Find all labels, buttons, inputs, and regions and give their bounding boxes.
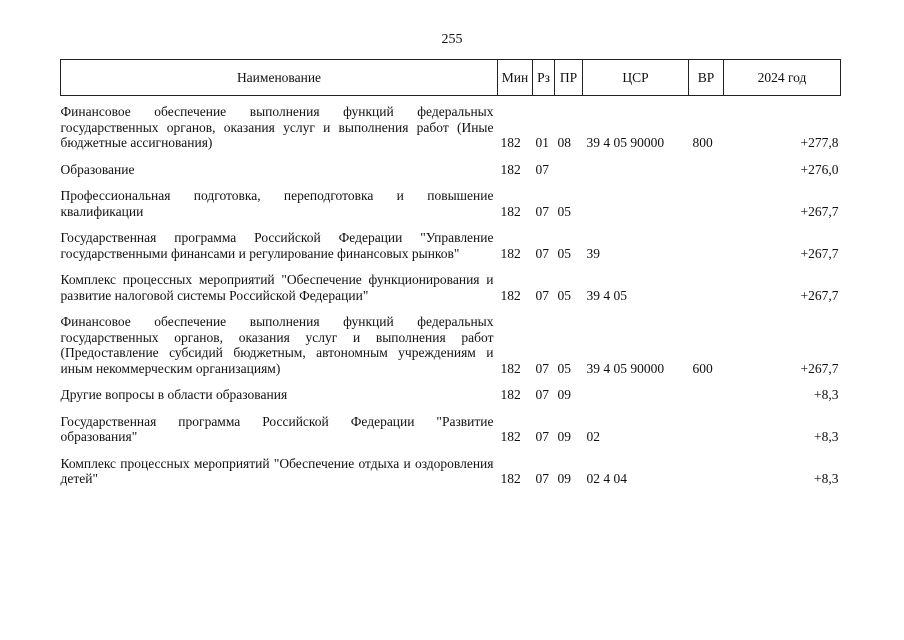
row-name: Финансовое обеспечение выполнения функций федеральных государственных органов, оказания услуг и выполнения работ (Иные бюджетные ассигнования)	[60, 104, 494, 150]
row-pr: 05	[557, 287, 571, 303]
row-rz: 07	[535, 161, 549, 177]
row-rz: 07	[535, 471, 549, 486]
row-amount: +277,8	[800, 135, 839, 150]
row-pr: 09	[557, 429, 571, 444]
table-row	[61, 230, 841, 272]
row-amount: +8,3	[814, 387, 839, 402]
row-csr: 39 4 05	[586, 287, 627, 303]
row-vr	[689, 414, 724, 456]
row-pr: 05	[557, 245, 571, 261]
row-vr	[689, 456, 724, 498]
row-amount: +267,7	[800, 203, 839, 219]
row-rz: 01	[535, 135, 549, 150]
header-vr: ВР	[689, 60, 724, 96]
row-min: 182	[500, 387, 521, 402]
row-name: Другие вопросы в области образования	[60, 387, 288, 402]
table-row	[61, 314, 841, 387]
row-min: 182	[500, 203, 521, 219]
row-min: 182	[500, 245, 521, 261]
row-vr	[689, 162, 724, 189]
row-min: 182	[500, 429, 521, 444]
row-amount: +267,7	[800, 245, 839, 261]
table-row	[61, 162, 841, 189]
row-min: 182	[500, 360, 521, 376]
row-pr	[555, 162, 583, 189]
row-name: Комплекс процессных мероприятий "Обеспечение функционирования и развитие налоговой системы Российской Федерации"	[60, 272, 494, 303]
row-min: 182	[500, 161, 521, 177]
header-csr: ЦСР	[583, 60, 689, 96]
row-name: Комплекс процессных мероприятий "Обеспечение отдыха и оздоровления детей"	[60, 455, 494, 486]
row-amount: +8,3	[814, 429, 839, 444]
row-vr: 600	[692, 360, 713, 376]
row-csr	[583, 162, 689, 189]
row-name: Профессиональная подготовка, переподготовка и повышение квалификации	[60, 188, 494, 219]
row-rz: 07	[535, 203, 549, 219]
row-pr: 09	[557, 471, 571, 486]
row-rz: 07	[535, 387, 549, 402]
row-vr	[689, 387, 724, 414]
row-name: Государственная программа Российской Федерации "Развитие образования"	[60, 413, 494, 444]
row-csr: 39	[586, 245, 600, 261]
row-min: 182	[500, 471, 521, 486]
row-name: Финансовое обеспечение выполнения функций федеральных государственных органов, оказания услуг и выполнения работ (Предоставление субсидий бюджетным, автономным учреждениям и иным некоммерческим организациям)	[60, 314, 494, 376]
table-row	[61, 456, 841, 498]
row-vr: 800	[692, 135, 713, 150]
row-pr: 05	[557, 203, 571, 219]
table-row	[61, 104, 841, 162]
row-csr: 39 4 05 90000	[586, 135, 665, 150]
header-min: Мин	[498, 60, 533, 96]
row-amount: +267,7	[800, 360, 839, 376]
row-vr	[689, 272, 724, 314]
row-rz: 07	[535, 245, 549, 261]
table-header-row	[61, 60, 841, 96]
table-row	[61, 387, 841, 414]
row-name: Образование	[60, 161, 135, 177]
row-csr	[583, 387, 689, 414]
row-pr: 08	[557, 135, 571, 150]
row-name: Государственная программа Российской Федерации "Управление государственными финансами и регулирование финансовых рынков"	[60, 230, 494, 261]
row-csr: 02 4 04	[586, 471, 627, 486]
row-csr: 02	[586, 429, 600, 444]
row-vr	[689, 230, 724, 272]
row-csr: 39 4 05 90000	[586, 360, 665, 376]
row-amount: +8,3	[814, 471, 839, 486]
row-csr	[583, 188, 689, 230]
row-min: 182	[500, 287, 521, 303]
page-number: 255	[441, 32, 463, 47]
header-name: Наименование	[61, 60, 498, 96]
table-row	[61, 272, 841, 314]
header-amount: 2024 год	[724, 60, 841, 96]
row-min: 182	[500, 135, 521, 150]
row-vr	[689, 188, 724, 230]
table-row	[61, 414, 841, 456]
row-pr: 05	[557, 360, 571, 376]
row-pr: 09	[557, 387, 571, 402]
table-row	[61, 188, 841, 230]
header-pr: ПР	[555, 60, 583, 96]
header-rz: Рз	[533, 60, 555, 96]
budget-table	[60, 59, 841, 498]
row-rz: 07	[535, 360, 549, 376]
row-amount: +276,0	[800, 161, 839, 177]
row-rz: 07	[535, 287, 549, 303]
row-amount: +267,7	[800, 287, 839, 303]
row-rz: 07	[535, 429, 549, 444]
